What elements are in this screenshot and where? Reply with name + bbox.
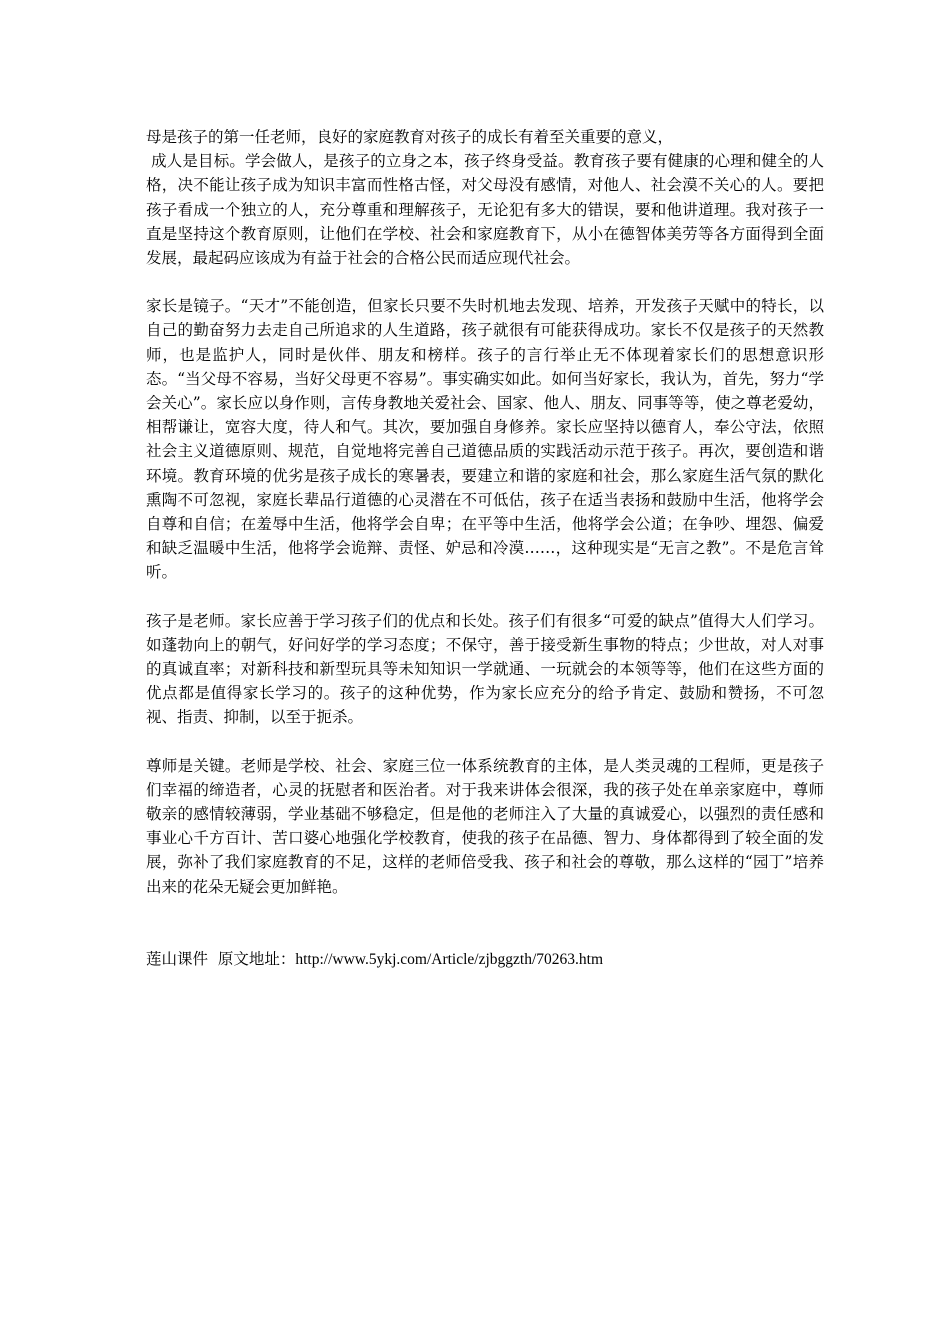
source-url-link[interactable]: http://www.5ykj.com/Article/zjbggzth/70263.htm: [295, 950, 604, 968]
parents-mirror-text: 家长是镜子。“天才”不能创造，但家长只要不失时机地去发现、培养，开发孩子天赋中的特长，以自己的勤奋努力去走自己所追求的人生道路，孩子就很有可能获得成功。家长不仅是孩子的天然教师，也是监护人，同时是伙伴、朋友和榜样。孩子的言行举止无不体现着家长们的思想意识形态。“当父母不容易，当好父母更不容易”。事实确实如此。如何当好家长，我认为，首先，努力“学会关心”。家长应以身作则，言传身教地关爱社会、国家、他人、朋友、同事等等，使之尊老爱幼，相帮谦让，宽容大度，待人和气。其次，要加强自身修养。家长应坚持以德育人，奉公守法，依照社会主义道德原则、规范，自觉地将完善自己道德品质的实践活动示范于孩子。再次，要创造和谐环境。教育环境的优劣是孩子成长的寒暑表，要建立和谐的家庭和社会，那么家庭生活气氛的默化熏陶不可忽视，家庭长辈品行道德的心灵潜在不可低估，孩子在适当表扬和鼓励中生活，他将学会自尊和自信；在羞辱中生活，他将学会自卑；在平等中生活，他将学会公道；在争吵、埋怨、偏爱和缺乏温暖中生活，他将学会诡辩、责怪、妒忌和冷漠……，这种现实是“无言之教”。不是危言耸听。: [146, 297, 824, 582]
source-footer: [146, 947, 824, 972]
source-label: 莲山课件 原文地址：: [146, 949, 296, 968]
paragraph-parents-mirror: [146, 294, 824, 584]
paragraph-gap: [146, 730, 824, 754]
paragraph-intro: [146, 125, 824, 270]
paragraph-gap: [146, 585, 824, 609]
respect-teachers-text: 尊师是关键。老师是学校、社会、家庭三位一体系统教育的主体，是人类灵魂的工程师，更是孩子们幸福的缔造者，心灵的抚慰者和医治者。对于我来讲体会很深，我的孩子处在单亲家庭中，尊师敬亲的感情较薄弱，学业基础不够稳定，但是他的老师注入了大量的真诚爱心，以强烈的责任感和事业心千方百计、苦口婆心地强化学校教育，使我的孩子在品德、智力、身体都得到了较全面的发展，弥补了我们家庭教育的不足，这样的老师倍受我、孩子和社会的尊敬，那么这样的“园丁”培养出来的花朵无疑会更加鲜艳。: [146, 756, 824, 896]
intro-body: 成人是目标。学会做人，是孩子的立身之本，孩子终身受益。教育孩子要有健康的心理和健全的人格，决不能让孩子成为知识丰富而性格古怪，对父母没有感情，对他人、社会漠不关心的人。要把孩子看成一个独立的人，充分尊重和理解孩子，无论犯有多大的错误，要和他讲道理。我对孩子一直是坚持这个教育原则，让他们在学校、社会和家庭教育下，从小在德智体美劳等各方面得到全面发展，最起码应该成为有益于社会的合格公民而适应现代社会。: [146, 152, 824, 268]
paragraph-children-teachers: [146, 609, 824, 730]
paragraph-gap: [146, 270, 824, 294]
paragraph-respect-teachers: [146, 754, 824, 899]
footer-gap: [146, 899, 824, 947]
intro-first-line: 母是孩子的第一任老师，良好的家庭教育对孩子的成长有着至关重要的意义，: [146, 128, 674, 146]
document-page: [146, 125, 824, 972]
children-teachers-text: 孩子是老师。家长应善于学习孩子们的优点和长处。孩子们有很多“可爱的缺点”值得大人们学习。如蓬勃向上的朝气，好问好学的学习态度；不保守，善于接受新生事物的特点；少世故，对人对事的真诚直率；对新科技和新型玩具等未知知识一学就通、一玩就会的本领等等，他们在这些方面的优点都是值得家长学习的。孩子的这种优势，作为家长应充分的给予肯定、鼓励和赞扬，不可忽视、指责、抑制，以至于扼杀。: [146, 611, 824, 727]
